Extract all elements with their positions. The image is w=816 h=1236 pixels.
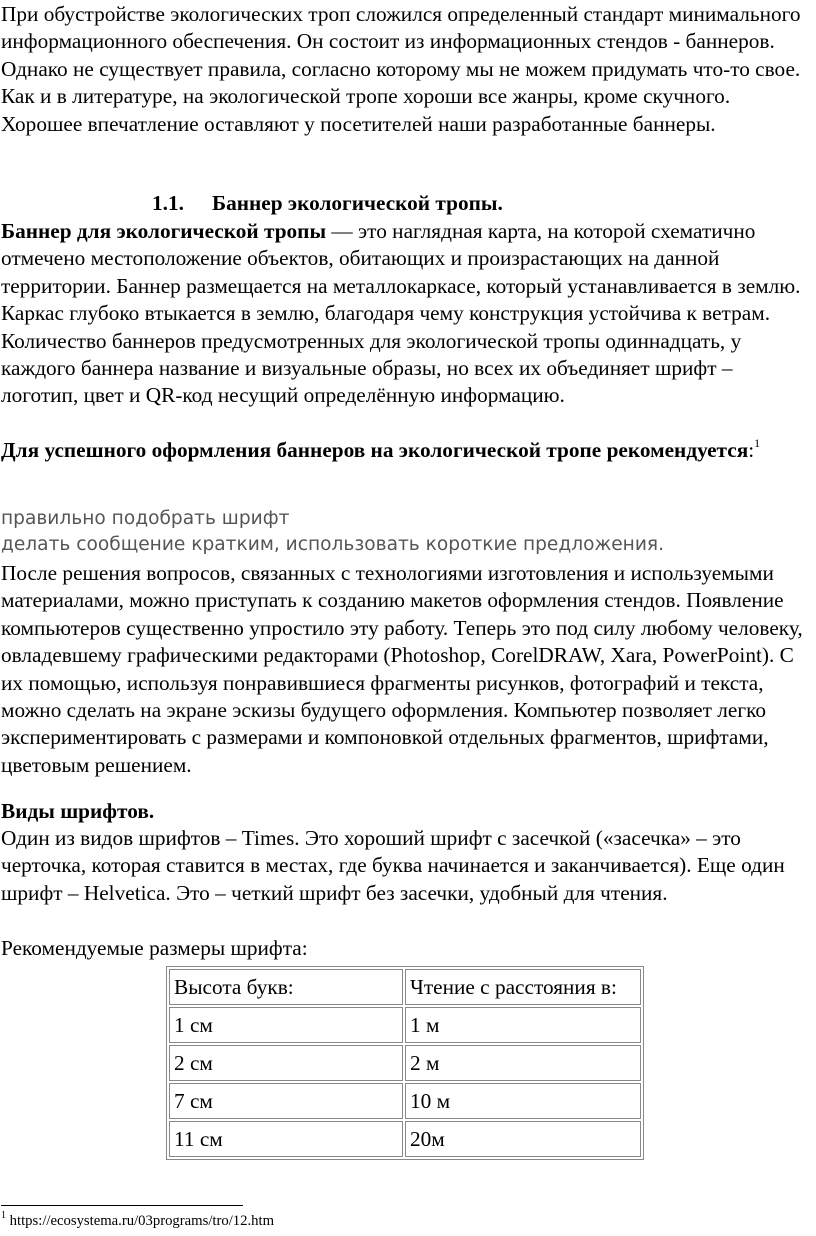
sizes-label: Рекомендуемые размеры шрифта: [1,936,308,960]
table-row [169,1007,641,1043]
recommend-colon: : [748,438,755,462]
footnote-link[interactable]: https://ecosystema.ru/03programs/tro/12.htm [6,1213,275,1229]
footnote-reference: 1 [754,435,761,450]
table-cell: 10 м [405,1083,641,1119]
footnote-separator [1,1205,243,1206]
font-size-table [166,966,644,1160]
table-cell: 2 см [169,1045,403,1081]
recommend-item: делать сообщение кратким, использовать короткие предложения. [1,534,665,555]
section-heading [152,190,503,217]
recommend-item: правильно подобрать шрифт [1,508,290,529]
fonts-heading: Виды шрифтов. [1,799,155,823]
table-row [169,1083,641,1119]
footnote-number: 1 [1,1210,6,1222]
definition-text: — это наглядная карта, на которой схематично отмечено местоположение объектов, обитающих и произрастающих на данной территории. Баннер размещается на металлокаркасе, который устанавливается в землю. Каркас глубоко втыкается в землю, благодаря чему конструкция устойчива к ветрам. Количество баннеров предусмотренных для экологической тропы одиннадцать, у каждого баннера название и визуальные образы, но всех их объединяет шрифт – логотип, цвет и QR-код несущий определённую информацию. [1,219,801,408]
footnote [1,1212,274,1230]
table-row [169,1121,641,1157]
table-cell: 7 см [169,1083,403,1119]
recommend-title: Для успешного оформления баннеров на экологической тропе рекомендуется [1,438,749,462]
recommend-heading [1,437,813,464]
table-header-row [169,969,641,1005]
table-cell: 1 м [405,1007,641,1043]
table-row [169,1045,641,1081]
intro-paragraph: При обустройстве экологических троп сложился определенный стандарт минимального информационного обеспечения. Он состоит из информационных стендов - баннеров. Однако не существует правила, согласно которому мы не можем придумать что-то свое. Как и в литературе, на экологической тропе хороши все жанры, кроме скучного. Хорошее впечатление оставляют у посетителей наши разработанные баннеры. [1,2,801,136]
definition-paragraph [1,218,813,410]
table-header-cell: Чтение с расстояния в: [405,969,641,1005]
table-header-cell: Высота букв: [169,969,403,1005]
table-cell: 11 см [169,1121,403,1157]
definition-term: Баннер для экологической тропы [1,219,327,243]
table-cell: 2 м [405,1045,641,1081]
fonts-paragraph: Один из видов шрифтов – Times. Это хороший шрифт с засечкой («засечка» – это черточка, которая ставится в местах, где буква начинается и заканчивается). Еще один шрифт – Helvetica. Это – четкий шрифт без засечки, удобный для чтения. [1,826,785,905]
table-cell: 1 см [169,1007,403,1043]
software-paragraph: После решения вопросов, связанных с технологиями изготовления и используемыми материалами, можно приступать к созданию макетов оформления стендов. Появление компьютеров существенно упростило эту работу. Теперь это под силу любому человеку, овладевшему графическими редакторами (Photoshop, CorelDRAW, Xara, PowerPoint). С их помощью, используя понравившиеся фрагменты рисунков, фотографий и текста, можно сделать на экране эскизы будущего оформления. Компьютер позволяет легко экспериментировать с размерами и компоновкой отдельных фрагментов, шрифтами, цветовым решением. [1,561,803,777]
section-title: Баннер экологической тропы. [212,191,503,215]
table-cell: 20м [405,1121,641,1157]
section-number: 1.1. [152,191,184,215]
